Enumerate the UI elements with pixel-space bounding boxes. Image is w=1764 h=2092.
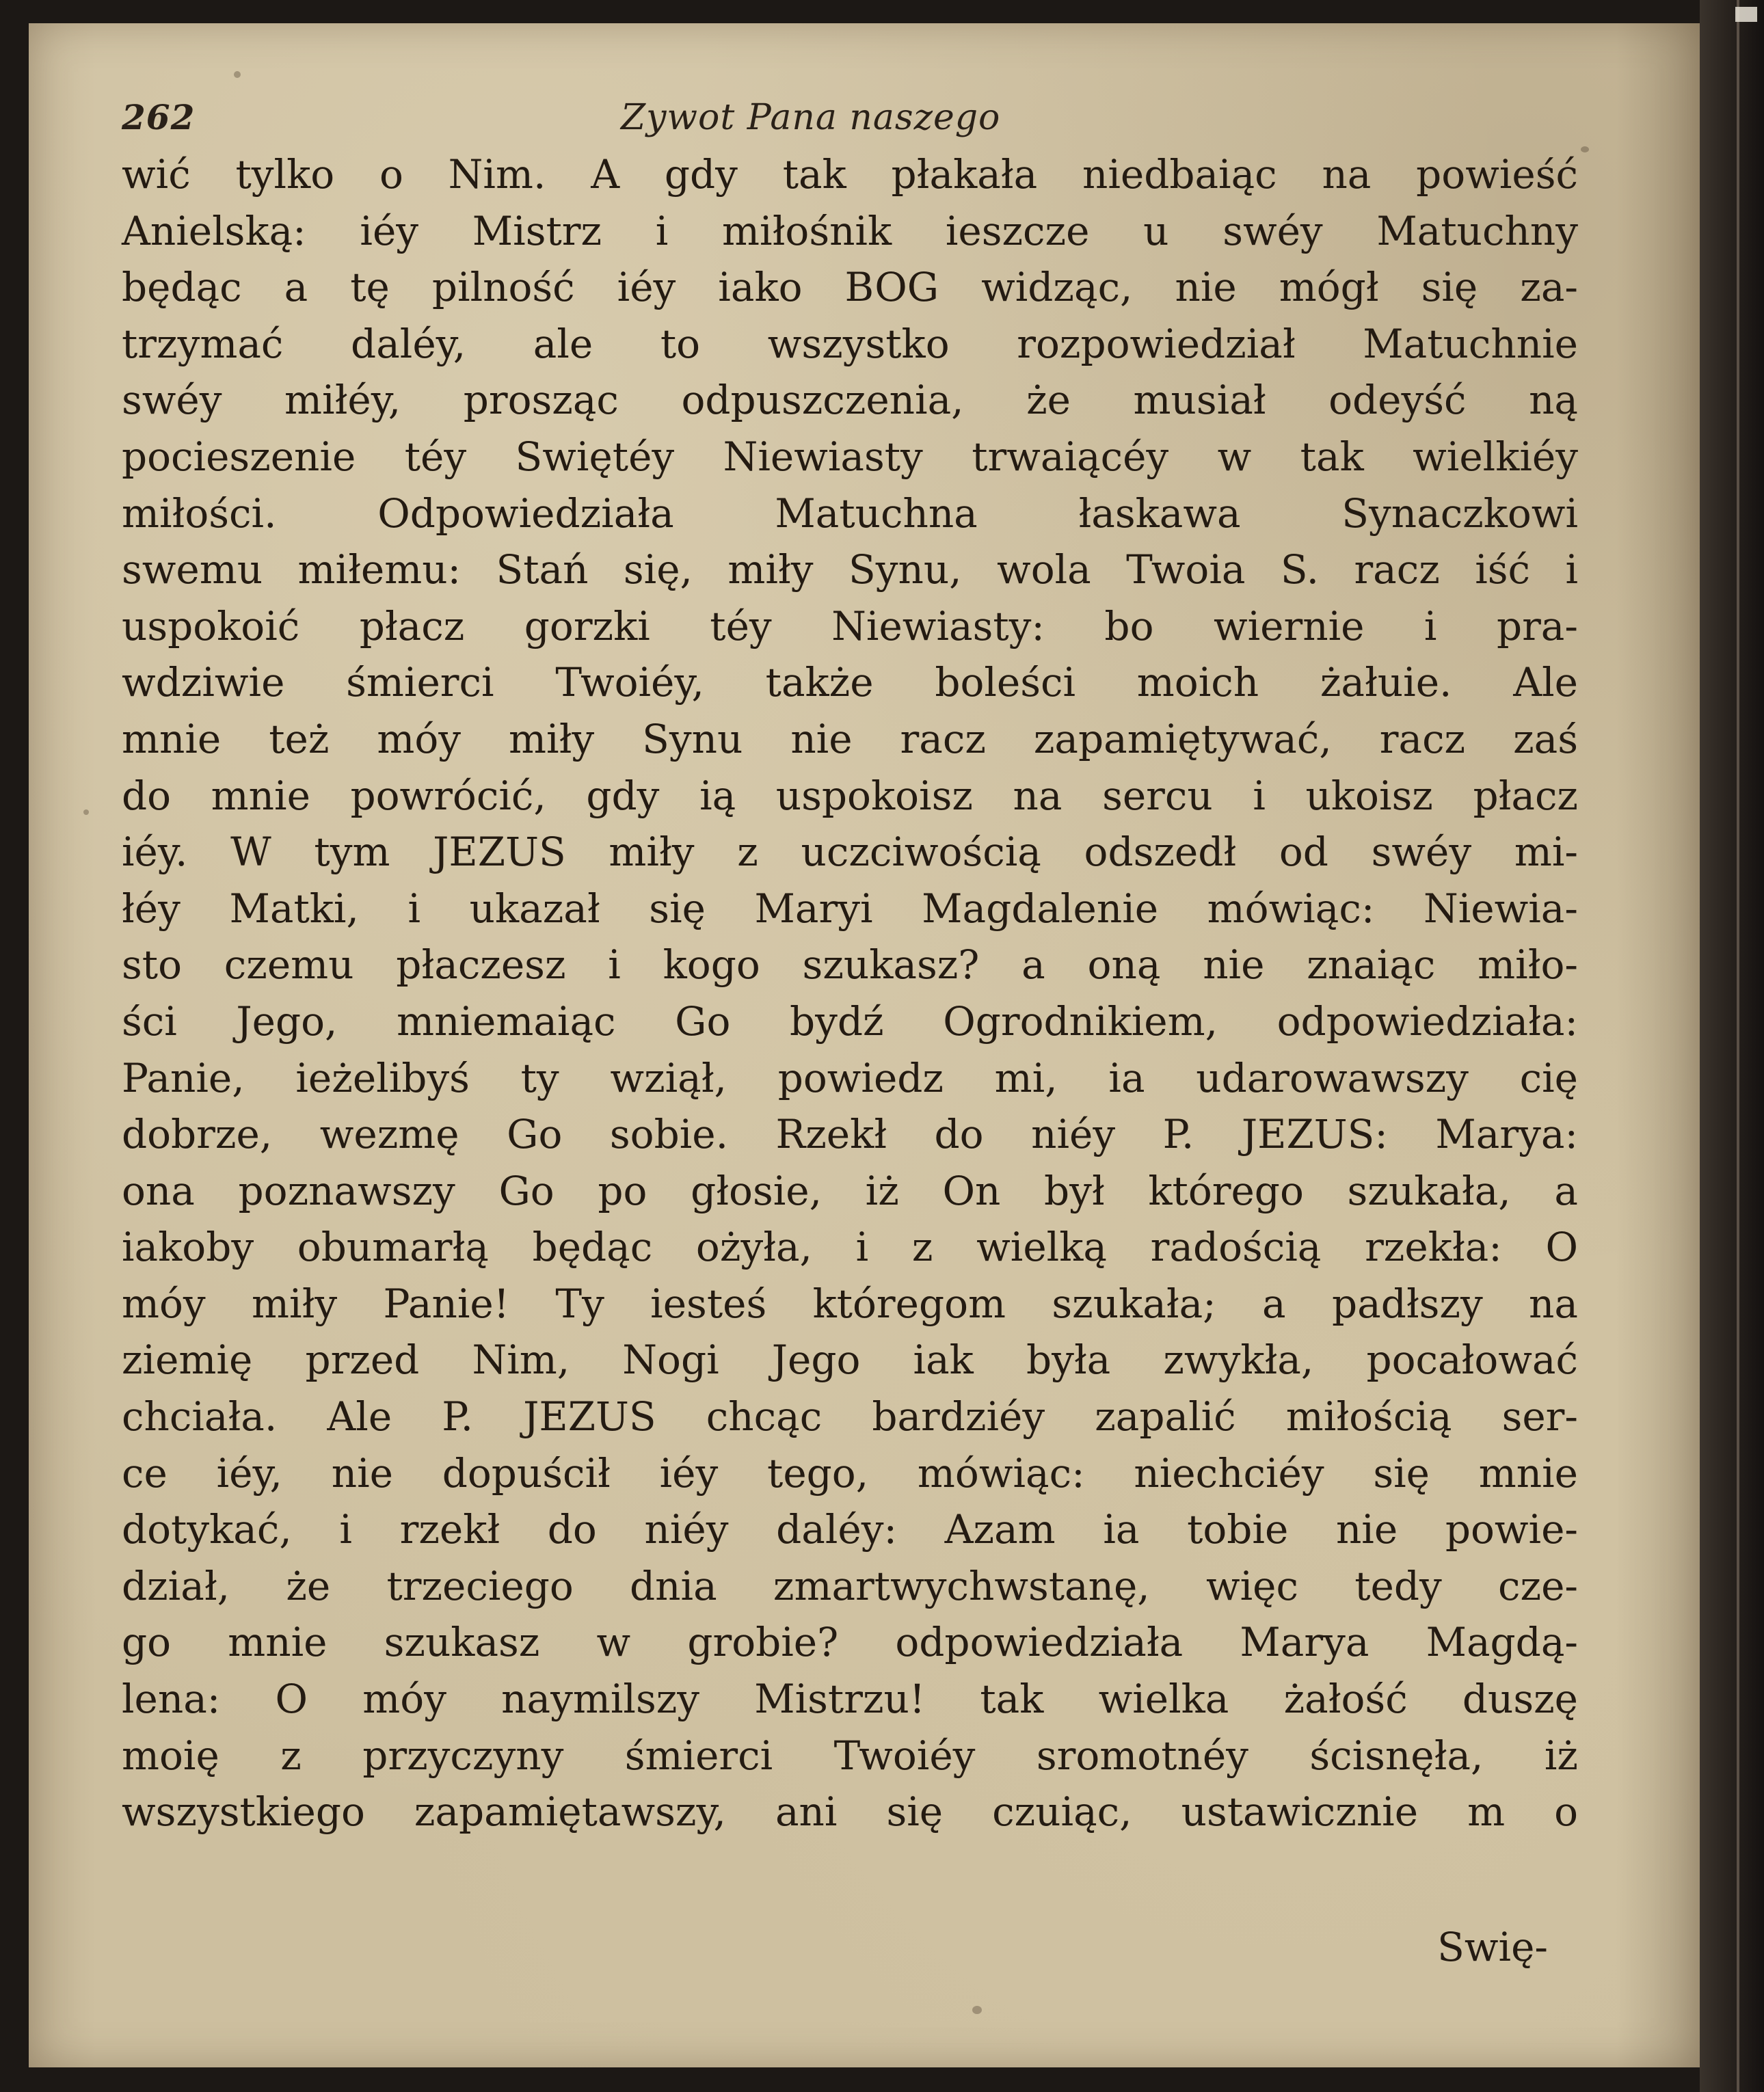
paper-blemish	[1581, 146, 1589, 152]
book-gutter	[1700, 0, 1764, 2092]
text-line: miłości. Odpowiedziała Matuchna łaskawa Synaczkowi	[122, 490, 1578, 537]
text-line: go mnie szukasz w grobie? odpowiedziała Marya Magdą-	[122, 1619, 1578, 1666]
text-line: móy miły Panie! Ty iesteś któregom szukała; a padłszy na	[122, 1280, 1578, 1327]
text-line: łéy Matki, i ukazał się Maryi Magdalenie mówiąc: Niewia-	[122, 885, 1578, 932]
spine-label-mark	[1735, 7, 1757, 22]
text-line: iéy. W tym JEZUS miły z uczciwością odszedł od swéy mi-	[122, 829, 1578, 876]
text-line: chciała. Ale P. JEZUS chcąc bardziéy zapalić miłością ser-	[122, 1393, 1578, 1440]
text-line: ce iéy, nie dopuścił iéy tego, mówiąc: niechciéy się mnie	[122, 1449, 1578, 1497]
paper-blemish	[83, 809, 89, 815]
text-line: będąc a tę pilność iéy iako BOG widząc, nie mógł się za-	[122, 264, 1578, 311]
running-head: Zywot Pana naszego	[621, 97, 1001, 138]
body-text	[122, 146, 1578, 1840]
text-line: ści Jego, mniemaiąc Go bydź Ogrodnikiem, odpowiedziała:	[122, 997, 1578, 1045]
text-line: Anielską: iéy Mistrz i miłośnik ieszcze u swéy Matuchny	[122, 207, 1578, 254]
text-line: dział, że trzeciego dnia zmartwychwstanę, więc tedy cze-	[122, 1562, 1578, 1609]
text-line: pocieszenie téy Swiętéy Niewiasty trwaiącéy w tak wielkiéy	[122, 433, 1578, 480]
text-line: do mnie powrócić, gdy ią uspokoisz na sercu i ukoisz płacz	[122, 772, 1578, 819]
text-line: swemu miłemu: Stań się, miły Synu, wola Twoia S. racz iść i	[122, 546, 1578, 593]
page-header	[122, 85, 1599, 139]
binding-edge	[1737, 0, 1739, 2092]
text-line: wić tylko o Nim. A gdy tak płakała niedbaiąc na powieść	[122, 151, 1578, 198]
text-line: swéy miłéy, prosząc odpuszczenia, że musiał odeyść ną	[122, 377, 1578, 424]
text-line: Panie, ieżelibyś ty wziął, powiedz mi, ia udarowawszy cię	[122, 1054, 1578, 1101]
text-line: sto czemu płaczesz i kogo szukasz? a oną nie znaiąc miło-	[122, 941, 1578, 989]
text-line: ona poznawszy Go po głosie, iż On był którego szukała, a	[122, 1167, 1578, 1214]
text-line: moię z przyczyny śmierci Twoiéy sromotnéy ścisnęła, iż	[122, 1732, 1578, 1779]
text-line: wszystkiego zapamiętawszy, ani się czuiąc, ustawicznie m o	[122, 1788, 1578, 1836]
text-line: lena: O móy naymilszy Mistrzu! tak wielka żałość duszę	[122, 1676, 1578, 1723]
text-line: wdziwie śmierci Twoiéy, także boleści moich żałuie. Ale	[122, 659, 1578, 706]
paper-blemish	[972, 2006, 982, 2014]
paper-blemish	[234, 71, 241, 78]
text-line: dotykać, i rzekł do niéy daléy: Azam ia tobie nie powie-	[122, 1506, 1578, 1553]
text-line: ziemię przed Nim, Nogi Jego iak była zwykła, pocałować	[122, 1337, 1578, 1384]
text-line: trzymać daléy, ale to wszystko rozpowiedział Matuchnie	[122, 320, 1578, 367]
page-number: 262	[122, 97, 196, 137]
text-line: uspokoić płacz gorzki téy Niewiasty: bo wiernie i pra-	[122, 602, 1578, 649]
text-line: mnie też móy miły Synu nie racz zapamiętywać, racz zaś	[122, 715, 1578, 762]
text-line: dobrze, wezmę Go sobie. Rzekł do niéy P. JEZUS: Marya:	[122, 1111, 1578, 1158]
text-line: iakoby obumarłą będąc ożyła, i z wielką radością rzekła: O	[122, 1224, 1578, 1271]
catchword: Swię-	[1437, 1924, 1548, 1970]
